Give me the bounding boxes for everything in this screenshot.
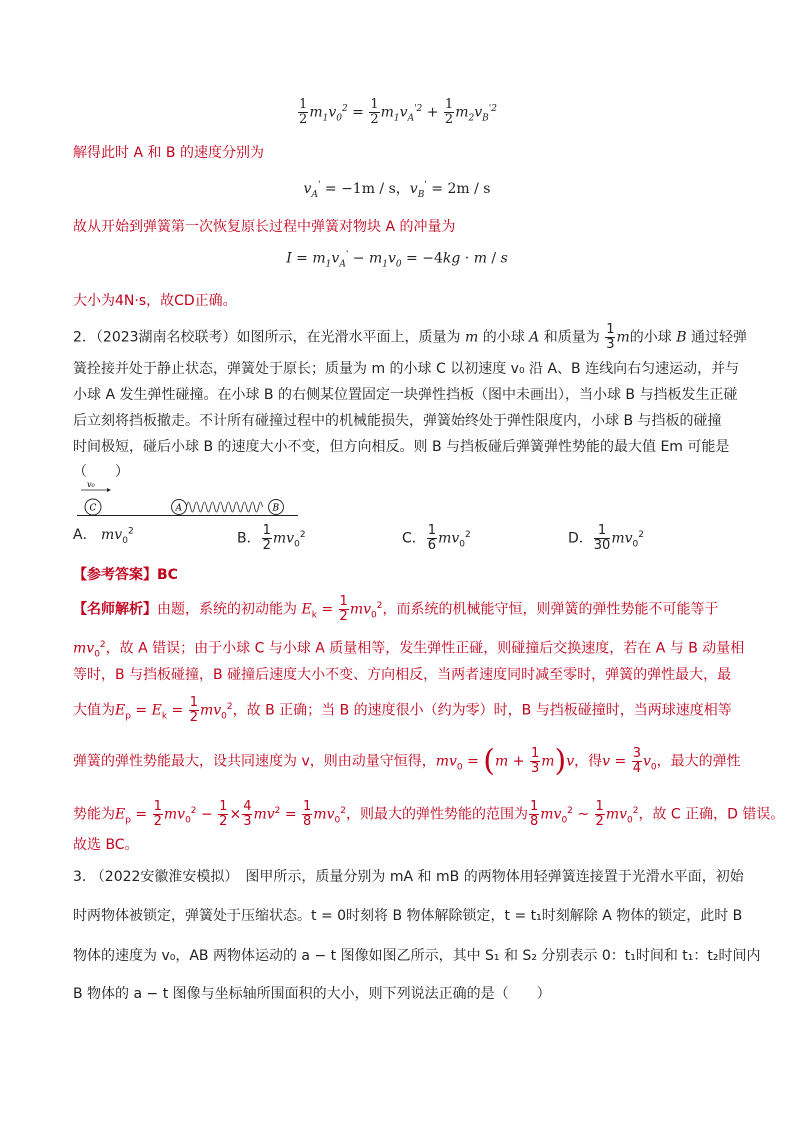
q2-line-3: 小球 A 发生弹性碰撞。在小球 B 的右侧某位置固定一块弹性挡板（图中未画出），当小球 B 与挡板发生正碰 [73,387,738,403]
answer-line: 【参考答案】BC [73,567,178,583]
analysis-line-5: 弹簧的弹性势能最大，设共同速度为 v，则由动量守恒得，$mv_0 = (m$ + $\frac{1}{3}$ m)v，得v = $\frac{3}{4}$ $v_0$，最大的弹性 [73,743,741,779]
q3-line-1: 3. （2022安徽淮安模拟） 图甲所示，质量分别为 mA 和 mB 的两物体用轻弹簧连接置于光滑水平面，初始 [73,869,744,885]
fig-a-label: A [175,503,182,514]
analysis-line-7: 故选 BC。 [73,837,139,853]
q2-line-4: 后立刻将挡板撤走。不计所有碰撞过程中的机械能损失，弹簧始终处于弹性限度内，小球 B 与挡板的碰撞 [73,413,722,429]
q3-line-4: B 物体的 a − t 图像与坐标轴所围面积的大小，则下列说法正确的是（ ） [73,986,551,1002]
option-d[interactable]: D． $\frac{1}{30}$ $mv_0^2$ [568,523,644,553]
spring-figure [73,478,303,523]
impulse-equation: $I = m_1v_A' - m_1v_0 = -4kg \cdot m / s$ [286,250,508,270]
q3-line-2: 时两物体被锁定，弹簧处于压缩状态。t = 0时刻将 B 物体解除锁定，t = t₁时刻解除 A 物体的锁定，此时 B [73,908,743,924]
q3-line-3: 物体的速度为 v₀，AB 两物体运动的 a − t 图像如图乙所示，其中 S₁ 和 S₂ 分别表示 0：t₁时间和 t₁：t₂时间内 [73,948,761,964]
solve-text: 解得此时 A 和 B 的速度分别为 [73,145,264,161]
arrow-head-icon [107,488,111,492]
q2-line-2: 簧拴接并处于静止状态，弹簧处于原长；质量为 m 的小球 C 以初速度 v₀ 沿 A、B 连线向右匀速运动，并与 [73,361,740,377]
energy-equation: $\frac{1}{2}$ $m_1v_0^2$ = $\frac{1}{2}$ $m_1v_A^{'2}$ + $\frac{1}{2}$ $m_2v_B^{'2}$ [299,97,497,127]
q2-line-1: 2．（2023湖南名校联考）如图所示，在光滑水平面上，质量为 m 的小球 A 和质量为 $\frac{1}{3}$ m的小球 B 通过轻弹 [73,322,747,352]
option-b[interactable]: B． $\frac{1}{2}$ $mv_0^2$ [237,523,306,553]
velocity-result: $v_A' = -1m / s$，$v_B' = 2m / s$ [303,180,491,200]
analysis-line-1: 【名师解析】由题，系统的初动能为 $E_k$ = $\frac{1}{2}$ $mv_0^2$，而系统的机械能守恒，则弹簧的弹性势能不可能等于 [73,594,719,625]
spring [187,502,263,512]
analysis-line-2: $mv_0^2$，故 A 错误；由于小球 C 与小球 A 质量相等，发生弹性正碰，则碰撞后交换速度，若在 A 与 B 动量相 [73,640,745,660]
fig-b-label: B [272,503,280,514]
option-a[interactable]: A． $mv_0^2$ [73,526,134,546]
impulse-intro: 故从开始到弹簧第一次恢复原长过程中弹簧对物块 A 的冲量为 [73,219,456,235]
analysis-line-4: 大值为$E_p = E_k$ = $\frac{1}{2}$ $mv_0^2$，故 B 正确；当 B 的速度很小（约为零）时，B 与挡板碰撞时，当两球速度相等 [73,695,732,726]
analysis-line-3: 等时，B 与挡板碰撞，B 碰撞后速度大小不变、方向相反，当两者速度同时减至零时，弹簧的弹性最大，最 [73,667,732,683]
q2-line-6: （ ） [73,464,129,480]
magnitude-text: 大小为4N·s，故CD正确。 [73,293,237,309]
fig-c-label: C [89,503,97,514]
q2-line-5: 时间极短，碰后小球 B 的速度大小不变，但方向相反。则 B 与挡板碰后弹簧弹性势能的最大值 Em 可能是 [73,439,730,455]
option-c[interactable]: C． $\frac{1}{6}$ $mv_0^2$ [402,523,471,553]
fig-v0-label: v₀ [87,480,95,489]
analysis-line-6: 势能为$E_p$ = $\frac{1}{2}$ $mv_0^2$ − $\frac{1}{2}$ × $\frac{4}{3}$ $mv^2$ = $\frac{1}{8}$ $mv_0^2$，则最大的弹性势能的范围为 $\frac{1}{8}$ $mv_0^2$ ~ $\frac{1}{2}$ $mv_0^2$，故 C 正确，D 错误。 [73,799,785,830]
